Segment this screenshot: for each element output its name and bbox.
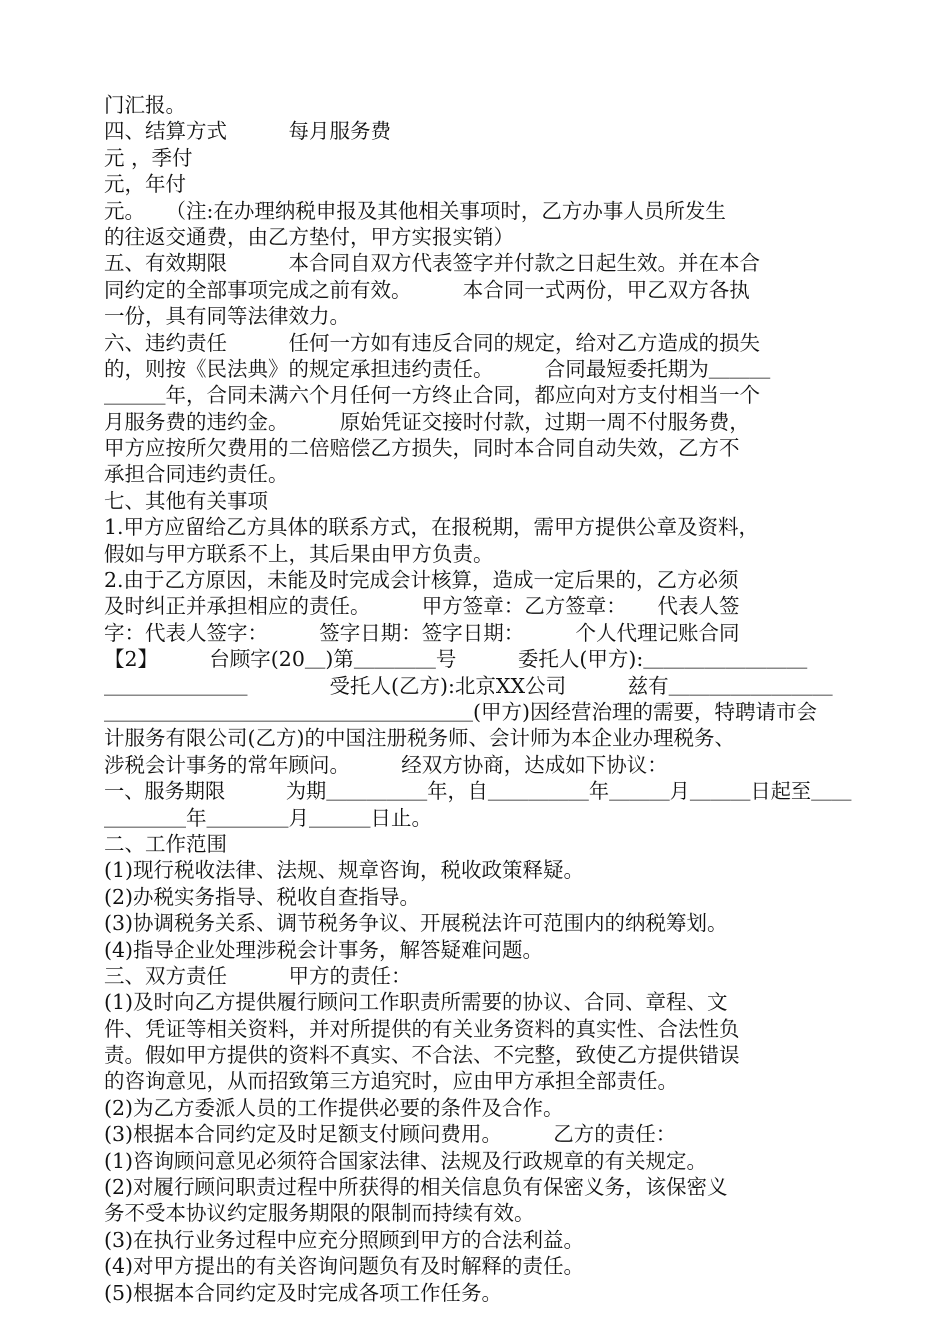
text-line: ＿＿＿年，合同未满六个月任何一方终止合同，都应向对方支付相当一个 (104, 383, 760, 408)
text-line: 件、凭证等相关资料，并对所提供的有关业务资料的真实性、合法性负 (104, 1016, 740, 1041)
text-line: ＿＿＿＿年＿＿＿＿月＿＿＿日止。 (104, 805, 432, 830)
text-line: 的，则按《民法典》的规定承担违约责任。 合同最短委托期为＿＿＿ (104, 356, 771, 381)
list-item: (1)咨询顾问意见必须符合国家法律、法规及行政规章的有关规定。 (104, 1148, 708, 1173)
text-line: 假如与甲方联系不上，其后果由甲方负责。 (104, 541, 494, 566)
section-heading: 二、工作范围 (104, 831, 227, 856)
text-line: 同约定的全部事项完成之前有效。 本合同一式两份，甲乙双方各执 (104, 277, 750, 302)
section-heading: 三、双方责任 甲方的责任： (104, 963, 412, 988)
section-heading: 七、其他有关事项 (104, 488, 268, 513)
text-line: 及时纠正并承担相应的责任。 甲方签章：乙方签章： 代表人签 (104, 594, 740, 619)
text-line: 的咨询意见，从而招致第三方追究时，应由甲方承担全部责任。 (104, 1069, 678, 1094)
document-body (104, 92, 852, 1306)
text-line: 计服务有限公司(乙方)的中国注册税务师、会计师为本企业办理税务、 (104, 726, 735, 751)
text-line: 2.由于乙方原因，未能及时完成会计核算，造成一定后果的，乙方必须 (104, 568, 739, 593)
text-line: 一份，具有同等法律效力。 (104, 304, 350, 329)
text-line: 元 ，季付 (104, 145, 193, 170)
text-line: 【2】 台顾字(20＿)第＿＿＿＿号 委托人(甲方):＿＿＿＿＿＿＿＿ (104, 647, 808, 672)
section-heading: 五、有效期限 本合同自双方代表签字并付款之日起生效。并在本合 (104, 251, 760, 276)
list-item: (3)根据本合同约定及时足额支付顾问费用。 乙方的责任： (104, 1122, 677, 1147)
text-line: 1.甲方应留给乙方具体的联系方式，在报税期，需甲方提供公章及资料， (104, 515, 760, 540)
list-item: (5)根据本合同约定及时完成各项工作任务。 (104, 1280, 503, 1305)
text-line: 责。假如甲方提供的资料不真实、不合法、不完整，致使乙方提供错误 (104, 1043, 740, 1068)
text-line: 的往返交通费，由乙方垫付，甲方实报实销） (104, 224, 514, 249)
text-line: 门汇报。 (104, 93, 186, 117)
list-item: (4)对甲方提出的有关咨询问题负有及时解释的责任。 (104, 1254, 585, 1279)
section-heading: 四、结算方式 每月服务费 (104, 119, 391, 144)
list-item: (2)为乙方委派人员的工作提供必要的条件及合作。 (104, 1095, 564, 1120)
text-line: 涉税会计事务的常年顾问。 经双方协商，达成如下协议： (104, 752, 668, 777)
list-item: (1)现行税收法律、法规、规章咨询，税收政策释疑。 (104, 858, 585, 883)
list-item: (2)办税实务指导、税收自查指导。 (104, 884, 421, 909)
text-line: ＿＿＿＿＿＿＿ 受托人(乙方):北京XX公司 兹有＿＿＿＿＿＿＿＿ (104, 673, 833, 698)
text-line: 元。 （注:在办理纳税申报及其他相关事项时，乙方办事人员所发生 (104, 198, 726, 223)
list-item: (4)指导企业处理涉税会计事务，解答疑难问题。 (104, 937, 544, 962)
list-item: (1)及时向乙方提供履行顾问工作职责所需要的协议、合同、章程、文 (104, 990, 728, 1015)
section-heading: 六、违约责任 任何一方如有违反合同的规定，给对乙方造成的损失 (104, 330, 760, 355)
text-line: 务不受本协议约定服务期限的限制而持续有效。 (104, 1201, 535, 1226)
section-heading: 一、服务期限 为期＿＿＿＿＿年，自＿＿＿＿＿年＿＿＿月＿＿＿日起至＿＿ (104, 779, 852, 804)
list-item: (3)协调税务关系、调节税务争议、开展税法许可范围内的纳税筹划。 (104, 911, 728, 936)
list-item: (3)在执行业务过程中应充分照顾到甲方的合法利益。 (104, 1227, 585, 1252)
text-line: 元，年付 (104, 172, 186, 197)
text-line: 甲方应按所欠费用的二倍赔偿乙方损失，同时本合同自动失效，乙方不 (104, 436, 740, 461)
text-line: 月服务费的违约金。 原始凭证交接时付款，过期一周不付服务费， (104, 409, 750, 434)
text-line: 承担合同违约责任。 (104, 462, 289, 487)
text-line: ＿＿＿＿＿＿＿＿＿＿＿＿＿＿＿＿＿＿(甲方)因经营治理的需要，特聘请市会 (104, 699, 817, 724)
list-item: (2)对履行顾问职责过程中所获得的相关信息负有保密义务，该保密义 (104, 1175, 728, 1200)
text-line: 字：代表人签字： 签字日期：签字日期： 个人代理记账合同 (104, 620, 740, 645)
